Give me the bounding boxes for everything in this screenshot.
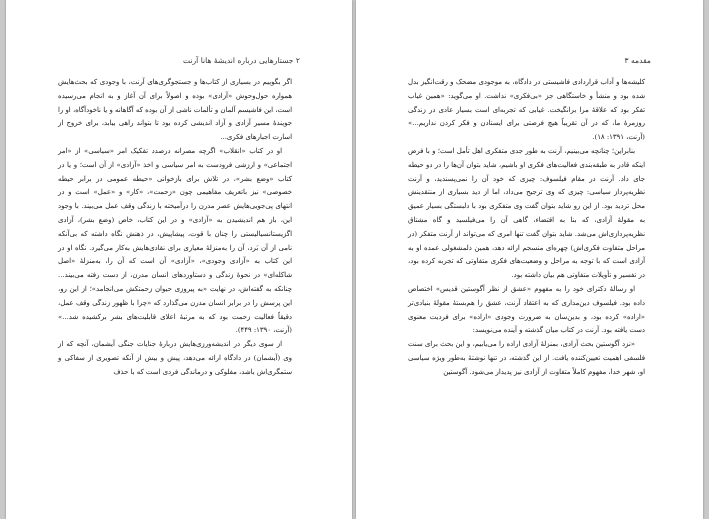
running-header: ۲ جستارهایی درباره اندیشهٔ هانا آرنت [182, 56, 300, 65]
page-right [356, 0, 703, 519]
page-body [408, 76, 645, 380]
running-header: مقدمه ۳ [624, 56, 651, 65]
paragraph: «نزد آگوستین بحث آزادی، بمنزلهٔ آزادی اراده را می‌یابیم، و این بحث برای سنت فلسفی اهمیت تعیین‌کننده یافت. از این گذشته، در تنها نوشتهٔ به‌طور ویژه سیاسی او، شهر خدا، مفهوم کاملاً متفاوت از آزادی نیز پدیدار می‌شود. آگوستین [408, 340, 645, 376]
paragraph: بنابراین؛ چنانچه می‌بینیم، آرنت به طور جدی متفکری اهل تأمل است؛ و با فرض اینکه قادر به طبقه‌بندی فعالیت‌های فکری او باشیم، شاید بتوان آن‌ها را در دو حیطه جای داد. آرنت در مقام فیلسوف: چیزی که خود آن را نمی‌پسندید، و آرنت نظریه‌پرداز سیاسی: چیزی که وی ترجیح می‌داد، اما از دید بسیاری از منتقدینش محل تردید بود. از این رو شاید بتوان گفت وی متفکری بود با دلبستگی بسیار عمیق به مقولهٔ آزادی، که بنا به اقتضاء، گاهی آن را می‌فیلسید و گاه مشتاق نظریه‌پردازی‌اش می‌شد. شاید بتوان گفت تنها امری که می‌تواند از آرنت متفکر (در مراحل متفاوت فکری‌اش) چهره‌ای منسجم ارائه دهد، همین دلمشغولی عمده او به آزادی است که با توجه به مراحل و وضعیت‌های فکری متفاوتی که تجربه کرده بود، در تفسیر و تأویلات متفاوتی هم بیان داشته بود. [408, 146, 645, 280]
page-left [6, 0, 352, 519]
page-body [58, 76, 292, 380]
paragraph: کلیشه‌ها و آداب قراردادی فاشیستی در دادگاه، به موجودی مضحک و رقت‌انگیز بدل شده بود و منشأ و خاستگاهی جز «بی‌فکری» نداشت. او می‌گوید: «همین غیاب تفکر بود که علاقهٔ مرا برانگیخت. غیابی که تجربه‌ای است بسیار عادی در زندگی روزمرهٔ ما، که در آن تقریباً هیچ فرصتی برای ایستادن و فکر کردن نداریم...» (آرنت، ۱۳۹۱: ۱۸). [408, 78, 645, 142]
paragraph: از سوی دیگر در اندیشه‌ورزی‌هایش دربارهٔ جنایات جنگی آیشمان، آنچه که از وی (آیشمان) در دادگاه ارائه می‌دهد، پیش و بیش از آنکه تصویری از سفاکی و ستمگری‌اش باشد، مفلوکی و درماندگی فردی است که با حذف [58, 340, 292, 376]
paragraph: او در کتاب «انقلاب» اگرچه مصرانه درصدد تفکیک امر «سیاسی» از «امر اجتماعی» و ارزشی فرودست به امر سیاسی و اخذ «آزادی» از آن است؛ و یا در کتاب «وضع بشر»، در تلاش برای بازخوانی «حیطه عمومی در برابر حیطه خصوصی» نیز باتعریف مفاهیمی چون «زحمت»، «کار» و «عمل» است و در انتهای پی‌جویی‌هایش عصر مدرن را درآمیخته با زندگی وقف عمل می‌بیند. با وجود این، باز هم اندیشیدن به «آزادی» و در این کتاب، خاص (وضع بشر)، آزادی اگزیستانسیالیستی را چنان با قوت، پیشاپیش، در ذهنش نگاه داشته که بی‌آنکه نامی از آن بَرد، آن را به‌منزلهٔ معیاری برای نقادی‌هایش به‌کار می‌گیرد. نگاه او در این کتاب به «آزادی وجودی»، «آزادی» آن است که آن را، به‌منزلهٔ «اصل شاکله‌ای» در نحوهٔ زندگی و دستاوردهای انسان مدرن، از دست رفته می‌بیند... چنانکه به گفته‌اش، در نهایت «به پیروزی حیوان زحمتکش می‌انجامد»؛ از این رو، این پرسش را در برابر انسان مدرن می‌گذارد که «چرا با ظهور زندگی وقف عمل، دقیقاً فعالیت زحمت بود که به مرتبهٔ اعلای قابلیت‌های بشر برکشیده شد...» (آرنت، ۱۳۹۰: ۴۴۹). [58, 146, 292, 335]
paragraph: اگر بگوییم در بسیاری از کتاب‌ها و جستجوگری‌های آرنت، با وجودی که بحث‌هایش همواره حول‌وحوش «آزادی» بوده و اصولاً برای آن آغاز و به انجام می‌رسیده است، این فاشیسم آلمان و تألمات ناشی از آن بوده که آگاهانه و یا ناخودآگاه، او را جویندهٔ مسیر آزادی و آزاد اندیشی کرده بود تا بتواند راهی بیابد، برای خروج از اسارت اجبارهای فکری... [58, 78, 292, 142]
paragraph: او رسالهٔ دکترای خود را به مفهوم «عشق از نظر آگوستین قدیس» اختصاص داده بود. فیلسوف دین‌مداری که به اعتقاد آرنت، عشق را هم‌بستهٔ مقولهٔ بنیادی‌تر «اراده» کرده بود، و بدین‌سان به ضرورت وجودی «اراده» برای فردیت معنوی دست یافته بود. آرنت در کتاب میان گذشته و آینده می‌نویسد: [408, 284, 645, 335]
